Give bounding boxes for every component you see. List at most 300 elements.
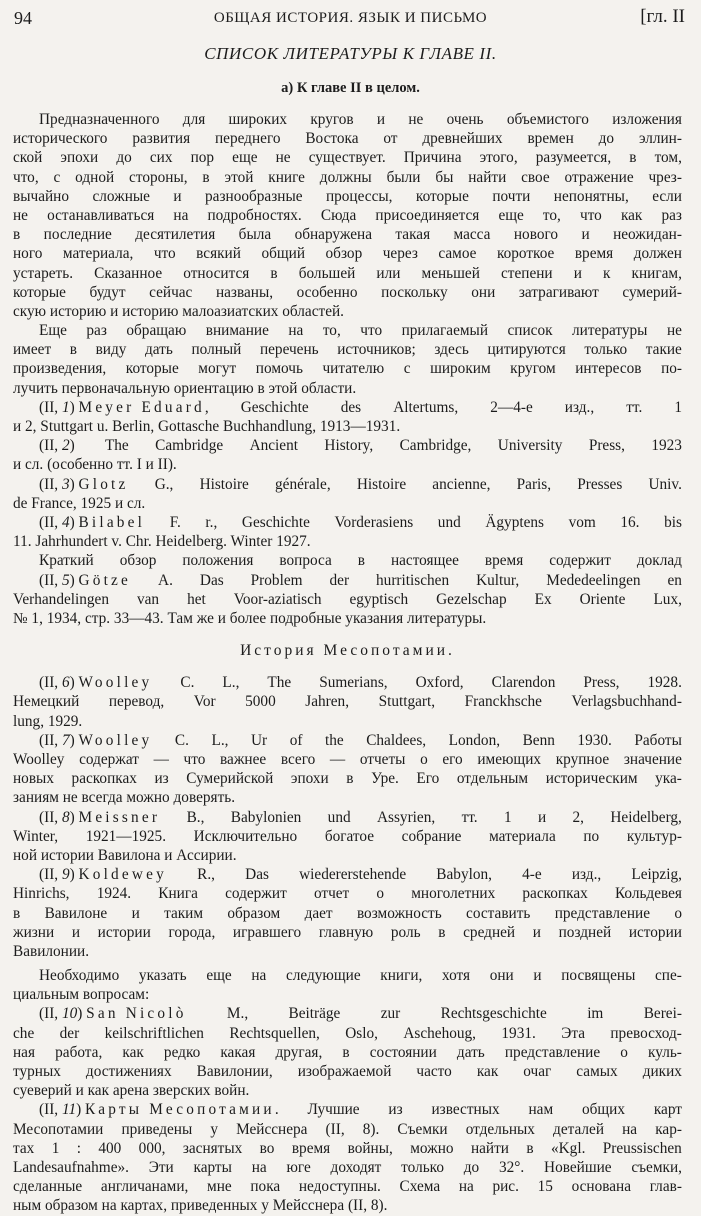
word: 15 xyxy=(537,1178,553,1196)
word: Press, xyxy=(588,437,625,455)
word: Hinrichs, xyxy=(13,885,70,903)
word: почти xyxy=(492,187,531,205)
word: Verhandelingen xyxy=(13,590,109,608)
word: , xyxy=(204,398,209,416)
word: и xyxy=(131,904,140,922)
subsection-title: а) К главе II в целом. xyxy=(281,80,420,96)
word: подробностях. xyxy=(207,206,302,224)
word: состоянии xyxy=(369,1043,437,1061)
word: в xyxy=(438,923,446,941)
word: до xyxy=(116,149,132,167)
word: раскопках xyxy=(71,770,137,788)
word: пока xyxy=(250,1178,281,1196)
word: Немецкий xyxy=(13,693,80,711)
entry-author: Woolley xyxy=(78,674,153,692)
word: 4-е xyxy=(522,866,542,884)
word: объемистого xyxy=(506,111,589,128)
word: глав- xyxy=(649,1178,682,1196)
bibliography-entry xyxy=(13,731,682,808)
entry-first-line xyxy=(13,1004,682,1023)
text-line xyxy=(13,590,682,609)
word: дать xyxy=(456,1043,485,1061)
word: времен xyxy=(527,130,574,148)
word: собрание xyxy=(401,827,462,845)
word: C. xyxy=(180,674,195,692)
word: und xyxy=(327,808,351,826)
bibliography-entry xyxy=(13,513,682,551)
word: материала, xyxy=(62,245,134,263)
word: History, xyxy=(324,437,374,455)
word: Franckhsche xyxy=(464,693,542,711)
word: Вавилонии, xyxy=(196,1063,273,1080)
word: Aschehoug, xyxy=(403,1024,477,1042)
word: на xyxy=(458,1178,474,1196)
word: L., xyxy=(222,674,240,692)
word: в xyxy=(342,1043,350,1061)
word: которые xyxy=(125,360,179,378)
word: hurritischen xyxy=(376,571,450,589)
word: жизни xyxy=(13,923,55,941)
word: найти xyxy=(470,1139,509,1157)
word: или xyxy=(376,264,401,282)
word: том, xyxy=(654,149,682,167)
word: куль- xyxy=(648,1043,682,1061)
word: могут xyxy=(198,360,237,378)
word: достижениях xyxy=(85,1063,172,1080)
text-line xyxy=(13,1158,682,1177)
word: 000, xyxy=(138,1139,166,1157)
word: возможность xyxy=(356,904,442,922)
word: des xyxy=(340,398,362,416)
word: в xyxy=(13,904,21,922)
entry-reference xyxy=(39,398,209,417)
word: дает xyxy=(304,904,333,922)
text-line xyxy=(13,904,682,923)
word: 1930. xyxy=(577,731,612,749)
ref-prefix: (II, xyxy=(39,571,62,589)
word: Heidelberg, xyxy=(610,808,682,826)
word: о xyxy=(376,885,385,903)
word: редко xyxy=(163,1043,201,1061)
word: и xyxy=(581,226,590,244)
word: отдельных xyxy=(465,1120,535,1138)
word: большей xyxy=(298,264,356,282)
word: кругом xyxy=(510,360,556,378)
word: изложения xyxy=(612,111,682,128)
word: нового xyxy=(513,226,559,244)
word: книге xyxy=(268,168,305,186)
word: посвящены xyxy=(561,967,636,985)
word: 5000 xyxy=(245,693,276,711)
word: читателю xyxy=(322,360,385,378)
word: Das xyxy=(199,571,224,589)
ref-number: 3 xyxy=(61,475,70,493)
word: поздней xyxy=(558,923,612,941)
word: культур- xyxy=(626,827,682,845)
word: переднего xyxy=(214,130,281,148)
word: бы xyxy=(435,168,454,186)
entry-reference xyxy=(39,1100,279,1119)
word: и xyxy=(573,264,582,282)
entry-reference xyxy=(39,571,131,590)
word: были xyxy=(386,168,421,186)
word: — xyxy=(329,751,346,768)
word: der xyxy=(329,571,350,589)
word: они xyxy=(489,967,514,985)
word: Сумерийской xyxy=(186,770,274,788)
word: ного xyxy=(13,245,43,263)
word: сделанные xyxy=(13,1178,83,1196)
word: раскопках xyxy=(522,885,588,903)
word: Mededeelingen xyxy=(546,571,641,589)
word: богатое xyxy=(324,827,375,845)
word: Berei- xyxy=(643,1005,682,1023)
text-line xyxy=(13,609,682,628)
word: vom xyxy=(568,513,596,531)
entry-first-line xyxy=(13,731,682,750)
word: отражение xyxy=(564,168,634,186)
word: M., xyxy=(226,1005,249,1023)
word: которые xyxy=(415,187,469,205)
word: 2—4-е xyxy=(490,398,533,416)
word: еще xyxy=(232,149,258,167)
word: короткое xyxy=(496,245,555,263)
line-text: и 2, Stuttgart u. Berlin, Gottasche Buchhandlung, 1913—1931. xyxy=(13,418,401,435)
word: Предназначенного xyxy=(39,111,160,128)
word: деталей xyxy=(553,1120,605,1138)
word: и xyxy=(376,111,386,128)
ref-prefix: (II, xyxy=(39,1005,62,1023)
word: в xyxy=(357,552,365,570)
word: Съемки xyxy=(397,1120,448,1138)
word: Исключительно xyxy=(193,827,298,845)
word: средней xyxy=(463,923,516,941)
word: диких xyxy=(642,1063,682,1080)
word: che xyxy=(13,1024,35,1042)
word: egyptisch xyxy=(349,590,409,608)
word: эпохи xyxy=(290,770,329,788)
word: и xyxy=(533,967,542,985)
word: помочь xyxy=(255,360,303,378)
text-line xyxy=(13,455,682,474)
word: G., xyxy=(154,475,174,493)
text-line xyxy=(13,206,682,225)
word: о xyxy=(620,1043,628,1061)
word: заснятых xyxy=(182,1139,243,1157)
word: о xyxy=(674,904,682,922)
word: перевод, xyxy=(108,693,165,711)
ref-prefix: (II, xyxy=(39,866,62,884)
word: Oxford, xyxy=(415,674,464,692)
line-text: заниям не всегда можно доверять. xyxy=(13,789,236,807)
word: основана xyxy=(571,1178,632,1196)
entry-first-line xyxy=(13,398,682,417)
word: 1 xyxy=(51,1139,60,1157)
text-line xyxy=(13,1120,682,1139)
word: B., xyxy=(186,808,205,826)
word: материала xyxy=(489,827,556,845)
word: нам xyxy=(528,1101,554,1119)
word: Эти xyxy=(148,1158,174,1176)
word: Схема xyxy=(399,1178,441,1196)
word: общих xyxy=(581,1101,626,1119)
word: и xyxy=(537,808,547,826)
word: en xyxy=(667,571,682,589)
ref-prefix: (II, xyxy=(39,674,62,692)
word: игравшего xyxy=(232,923,302,941)
word: изд., xyxy=(564,398,595,416)
word: Woolley xyxy=(13,751,65,768)
word: важнее xyxy=(220,751,267,768)
word: на xyxy=(173,206,189,224)
word: всякий xyxy=(196,245,241,263)
running-title: ОБЩАЯ ИСТОРИЯ. ЯЗЫК И ПИСЬМО xyxy=(213,10,488,26)
word: приведены xyxy=(121,1120,193,1138)
word: Lux, xyxy=(653,590,682,608)
ref-number: 6 xyxy=(61,674,70,692)
word: ука- xyxy=(655,770,682,788)
text-line xyxy=(13,1062,682,1081)
word: через xyxy=(382,245,418,263)
ref-suffix: ) xyxy=(69,437,79,455)
page-number: 94 xyxy=(14,8,32,28)
text-line xyxy=(13,966,682,985)
chapter-reference: [гл. II xyxy=(640,6,685,27)
word: эпохи xyxy=(60,149,99,167)
word: должен xyxy=(633,245,682,263)
word: роль xyxy=(390,923,421,941)
word: 16. xyxy=(620,513,640,531)
word: этой xyxy=(224,168,254,186)
line-text: ной истории Вавилона и Ассирии. xyxy=(13,846,237,864)
word: к xyxy=(603,264,611,282)
word: самых xyxy=(576,1063,618,1080)
word: Oslo, xyxy=(345,1024,378,1042)
word: ской xyxy=(13,149,43,167)
word: одной xyxy=(75,168,115,186)
text-line xyxy=(13,1043,682,1062)
ref-suffix: ) xyxy=(69,674,79,692)
word: из xyxy=(388,1101,403,1119)
word: многолетних xyxy=(411,885,496,903)
word: не xyxy=(275,149,291,167)
text-line xyxy=(13,148,682,167)
word: Ägyptens xyxy=(485,513,544,531)
word: которые xyxy=(13,283,66,301)
word: если xyxy=(652,187,682,205)
word: Кольдевея xyxy=(614,885,682,903)
entry-author: Woolley xyxy=(78,731,153,749)
word: доходят xyxy=(330,1158,382,1176)
text-line xyxy=(13,283,682,302)
word: на xyxy=(622,1120,638,1138)
word: очаг xyxy=(523,1063,552,1080)
word: широких xyxy=(228,111,288,128)
word: Press, xyxy=(583,674,620,692)
word: по- xyxy=(661,360,682,378)
word: Babylon, xyxy=(436,866,492,884)
entry-first-line xyxy=(13,436,682,455)
word: и xyxy=(532,923,541,941)
text-line xyxy=(13,769,682,788)
word: как xyxy=(476,1063,499,1080)
word: A. xyxy=(158,571,173,589)
line-text: de France, 1925 и сл. xyxy=(13,494,146,512)
word: Kultur, xyxy=(476,571,520,589)
word: : xyxy=(76,1139,81,1157)
word: как xyxy=(620,206,643,224)
word: Benn xyxy=(522,731,555,749)
entry-reference xyxy=(39,673,152,692)
text-line xyxy=(13,1196,682,1215)
word: положения xyxy=(182,552,254,570)
line-text: № 1, 1934, стр. 33—43. Там же и более подробные указания литературы. xyxy=(13,609,487,627)
word: самое xyxy=(438,245,477,263)
entry-reference xyxy=(39,865,167,884)
word: то, xyxy=(322,322,341,340)
bibliography-entry xyxy=(13,865,682,961)
entry-first-line xyxy=(13,1100,682,1119)
bibliography-entry xyxy=(13,475,682,513)
word: литературы xyxy=(572,322,648,340)
word: по xyxy=(583,827,600,845)
word: сейчас xyxy=(149,283,193,301)
word: C. xyxy=(174,731,189,749)
word: обнаружена xyxy=(294,226,372,244)
word: Problem xyxy=(250,571,303,589)
line-text: и сл. (особенно тт. I и II). xyxy=(13,456,177,474)
word: неожидан- xyxy=(613,226,682,244)
word: Geschichte xyxy=(241,513,310,531)
word: с xyxy=(403,360,411,378)
word: из xyxy=(154,770,169,788)
line-text: lung, 1929. xyxy=(13,712,83,730)
word: Gezelschap xyxy=(436,590,507,608)
word: на xyxy=(288,322,304,340)
entry-reference xyxy=(39,1004,187,1023)
word: Das xyxy=(245,866,269,884)
word: доклад xyxy=(636,552,682,570)
word: The xyxy=(104,437,129,455)
word: в xyxy=(346,770,354,788)
word: 2, xyxy=(572,808,585,826)
bibliography-entry xyxy=(13,808,682,866)
word: в xyxy=(270,264,278,282)
word: только xyxy=(401,1158,444,1176)
word: Geschichte xyxy=(240,398,309,416)
word: Сказанное xyxy=(94,264,163,282)
line-text: циальным вопросам: xyxy=(13,986,150,1004)
word: составить xyxy=(466,904,531,922)
line-text: скую историю и историю малоазиатских областей. xyxy=(13,302,344,320)
word: мне xyxy=(207,1178,232,1196)
word: дать xyxy=(145,341,173,359)
entry-first-line xyxy=(13,808,682,827)
ref-number: 9 xyxy=(61,866,70,884)
ref-suffix: ) xyxy=(69,398,79,416)
word: настоящее xyxy=(390,552,459,570)
entry-author: San Nicolò xyxy=(86,1005,187,1023)
bibliography-entry xyxy=(13,436,682,474)
text-line xyxy=(13,244,682,263)
word: историческим xyxy=(545,770,638,788)
word: Winter, xyxy=(13,827,59,845)
word: Vor xyxy=(193,693,216,711)
text-line xyxy=(13,1177,682,1196)
text-line xyxy=(13,264,682,283)
bibliography-entry xyxy=(13,1100,682,1215)
word: 1928. xyxy=(647,674,682,692)
entry-first-line xyxy=(13,475,682,494)
entry-reference xyxy=(39,731,152,750)
word: затрагивают xyxy=(518,283,599,301)
word: англичанами, xyxy=(100,1178,189,1196)
word: отчет xyxy=(313,885,350,903)
word: непонятны, xyxy=(553,187,629,205)
word: содержит xyxy=(549,552,611,570)
word: время xyxy=(574,245,614,263)
word: ная xyxy=(13,1043,36,1061)
word: London, xyxy=(448,731,501,749)
word: главную xyxy=(318,923,374,941)
word: только xyxy=(584,341,628,359)
entry-reference xyxy=(39,436,79,455)
word: Rechtsquellen, xyxy=(229,1024,320,1042)
word: существует. xyxy=(308,149,386,167)
entry-author: Götze xyxy=(78,571,132,589)
ref-prefix: (II, xyxy=(39,475,62,493)
word: внимание xyxy=(205,322,269,340)
word: найти xyxy=(468,168,507,186)
entry-first-line xyxy=(13,571,682,590)
word: они xyxy=(471,283,496,301)
document-body xyxy=(13,110,682,1216)
word: карты xyxy=(193,1158,232,1176)
word: ancienne, xyxy=(432,475,491,493)
word: раз xyxy=(661,206,682,224)
word: Ex xyxy=(534,590,552,608)
word: R., xyxy=(197,866,215,884)
ref-number: 4 xyxy=(61,513,70,531)
word: Stuttgart, xyxy=(378,693,436,711)
word: эллин- xyxy=(638,130,682,148)
line-text: 11. Jahrhundert v. Chr. Heidelberg. Winter 1927. xyxy=(13,533,311,551)
word: обзор xyxy=(325,245,363,263)
word: что xyxy=(360,322,383,340)
ref-prefix: (II, xyxy=(39,808,62,826)
word: 8). xyxy=(362,1120,380,1138)
word: книгам, xyxy=(631,264,682,282)
word: Verlagsbuchhand- xyxy=(571,693,682,711)
word: содержит xyxy=(225,885,287,903)
word: с xyxy=(53,168,61,186)
word: und xyxy=(437,513,461,531)
ref-suffix: ) xyxy=(76,1101,86,1119)
word: het xyxy=(187,590,206,608)
text-line xyxy=(13,1139,682,1158)
word: очень xyxy=(446,111,484,128)
text-line xyxy=(13,985,682,1004)
word: отдельным xyxy=(456,770,529,788)
word: истории xyxy=(628,923,682,941)
word: прилагаемый xyxy=(401,322,489,340)
word: его xyxy=(442,751,463,768)
word: имеющих xyxy=(477,751,542,768)
entry-first-line xyxy=(13,865,682,884)
word: сложные xyxy=(92,187,150,205)
word: стороны, xyxy=(129,168,188,186)
word: сих xyxy=(149,149,173,167)
